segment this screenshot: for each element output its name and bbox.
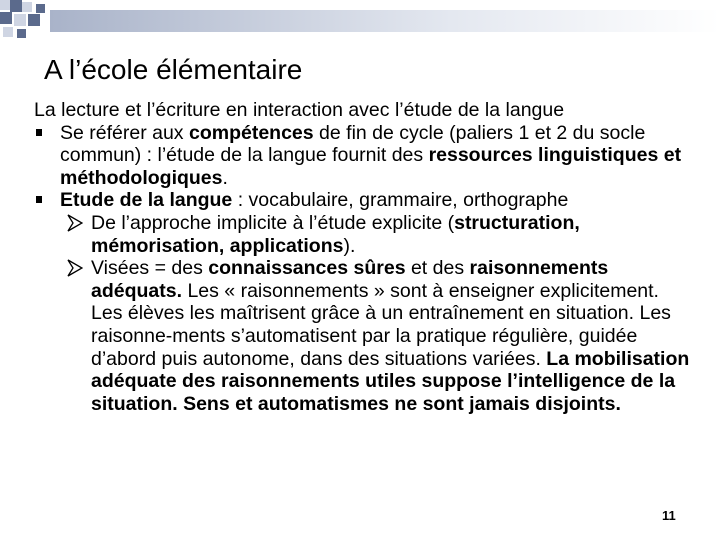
slide-body [34,99,694,415]
sub-bullet-approche: De l’approche implicite à l’étude explicite (structuration, mémorisation, applications). [34,212,694,257]
bullet-item-competences: Se référer aux compétences de fin de cycle (paliers 1 et 2 du socle commun) : l’étude de la langue fournit des ressources linguistiques et méthodologiques. [34,122,694,190]
slide-number: 11 [662,508,676,523]
square-bullet-icon [36,196,42,203]
header-decoration [0,0,720,45]
slide-title: A l’école élémentaire [44,54,303,85]
section-heading: La lecture et l’écriture en interaction avec l’étude de la langue [34,99,565,121]
arrowhead-bullet-icon [67,214,83,232]
header-gradient-bar [50,10,720,32]
arrowhead-bullet-icon [67,259,83,277]
square-bullet-icon [36,129,42,136]
sub-bullet-visees: Visées = des connaissances sûres et des raisonnements adéquats. Les « raisonnements » sont à enseigner explicitement. Les élèves les maîtrisent grâce à un entraînement en situation. Les raisonne-ments s’automatisent par la pratique régulière, guidée d’abord puis autonome, dans des situations variées. La mobilisation adéquate des raisonnements utiles suppose l’intelligence de la situation. Sens et automatismes ne sont jamais disjoints. [34,257,694,415]
bullet-item-etude-langue: Etude de la langue : vocabulaire, grammaire, orthographe [34,189,694,212]
checkered-squares-decoration [0,0,45,38]
